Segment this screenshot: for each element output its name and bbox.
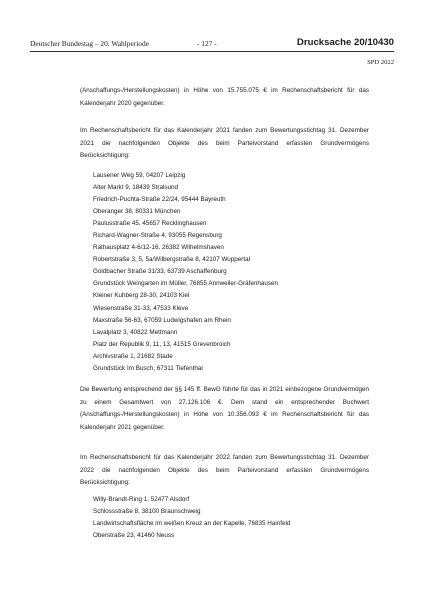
list-item: Paulusstraße 45, 45657 Recklinghausen: [93, 220, 207, 228]
list-item: Landwirtschaftsfläche im weißen Kreuz an der Kapelle, 76835 Hainfeld: [93, 520, 291, 528]
page-header: [30, 38, 394, 52]
list-item: Rathausplatz 4-6/12-16, 26382 Wilhelmshaven: [93, 244, 224, 252]
list-item: Goldbacher Straße 31/33, 63739 Aschaffenburg: [93, 268, 227, 276]
list-item: Oberanger 38, 80331 München: [93, 208, 181, 216]
paragraph-3: Die Bewertung entsprechend der §§ 145 ff. BewG führte für das in 2021 einbezogene Grundvermögen zu einem Gesamtwert von 27.126.106 €. Dem stand ein entsprechender Buchwert (Anschaffungs-/Herstellungskosten) in Höhe von 10.356.093 € im Rechenschaftsbericht für das Kalenderjahr 2021 gegenüber.: [80, 386, 369, 431]
paragraph-2: Im Rechenschaftsbericht für das Kalenderjahr 2021 fanden zum Bewertungsstichtag 31. Dezember 2021 die nachfolgenden Objekte des beim Parteivorstand erfassten Grundvermögens Berücksichtigung:: [80, 127, 369, 160]
list-item: Richard-Wagner-Straße 4, 93055 Regensburg: [93, 232, 222, 240]
list-item: Archivstraße 1, 21682 Stade: [93, 352, 173, 360]
header-rule: [30, 51, 394, 52]
list-item: Alter Markt 9, 18439 Stralsund: [93, 184, 179, 192]
list-item: Grundstück Im Busch, 67311 Tiefenthal: [93, 364, 203, 372]
list-item: Wiesenstraße 31-33, 47533 Kleve: [93, 304, 189, 312]
paragraph-4: Im Rechenschaftsbericht für das Kalenderjahr 2022 fanden zum Bewertungsstichtag 31. Dezember 2022 die nachfolgenden Objekte des beim Parteivorstand erfassten Grundvermögens Berücksichtigung:: [80, 454, 369, 487]
list-item: Grundstück Weingarten im Müller, 76855 Annweiler-Gräfenhausen: [93, 280, 279, 288]
list-item: Maxstraße 56-63, 67059 Ludwigshafen am Rhein: [93, 316, 231, 324]
property-list-2021: [93, 170, 278, 375]
list-item: Platz der Republik 9, 11, 13, 41515 Grevenbroich: [93, 340, 231, 348]
list-item: Willy-Brandt-Ring 1, 52477 Alsdorf: [93, 496, 190, 503]
list-item: Oberstraße 23, 41460 Neuss: [93, 532, 175, 540]
paragraph-1: (Anschaffungs-/Herstellungskosten) in Höhe von 15.755.075 € im Rechenschaftsbericht für das Kalenderjahr 2020 gegenüber.: [80, 87, 369, 107]
property-list-2022: [93, 494, 290, 542]
page-number: - 127 -: [197, 39, 217, 48]
list-item: Schlossstraße 8, 38100 Braunschweig: [93, 508, 201, 516]
list-item: Lavalplatz 3, 40822 Mettmann: [93, 328, 178, 336]
list-item: Robertstraße 3, 5, 5a/Wilbergstraße 8, 42107 Wuppertal: [93, 256, 251, 264]
list-item: Kleiner Kuhberg 28-30, 24103 Kiel: [93, 292, 190, 300]
list-item: Lausener Weg 59, 04207 Leipzig: [93, 172, 186, 179]
publication-title: Deutscher Bundestag – 20. Wahlperiode: [30, 39, 149, 48]
list-item: Friedrich-Puchta-Straße 22/24, 95444 Bayreuth: [93, 196, 226, 204]
document-number: Drucksache 20/10430: [296, 37, 394, 48]
party-label: SPD 2022: [367, 59, 394, 66]
